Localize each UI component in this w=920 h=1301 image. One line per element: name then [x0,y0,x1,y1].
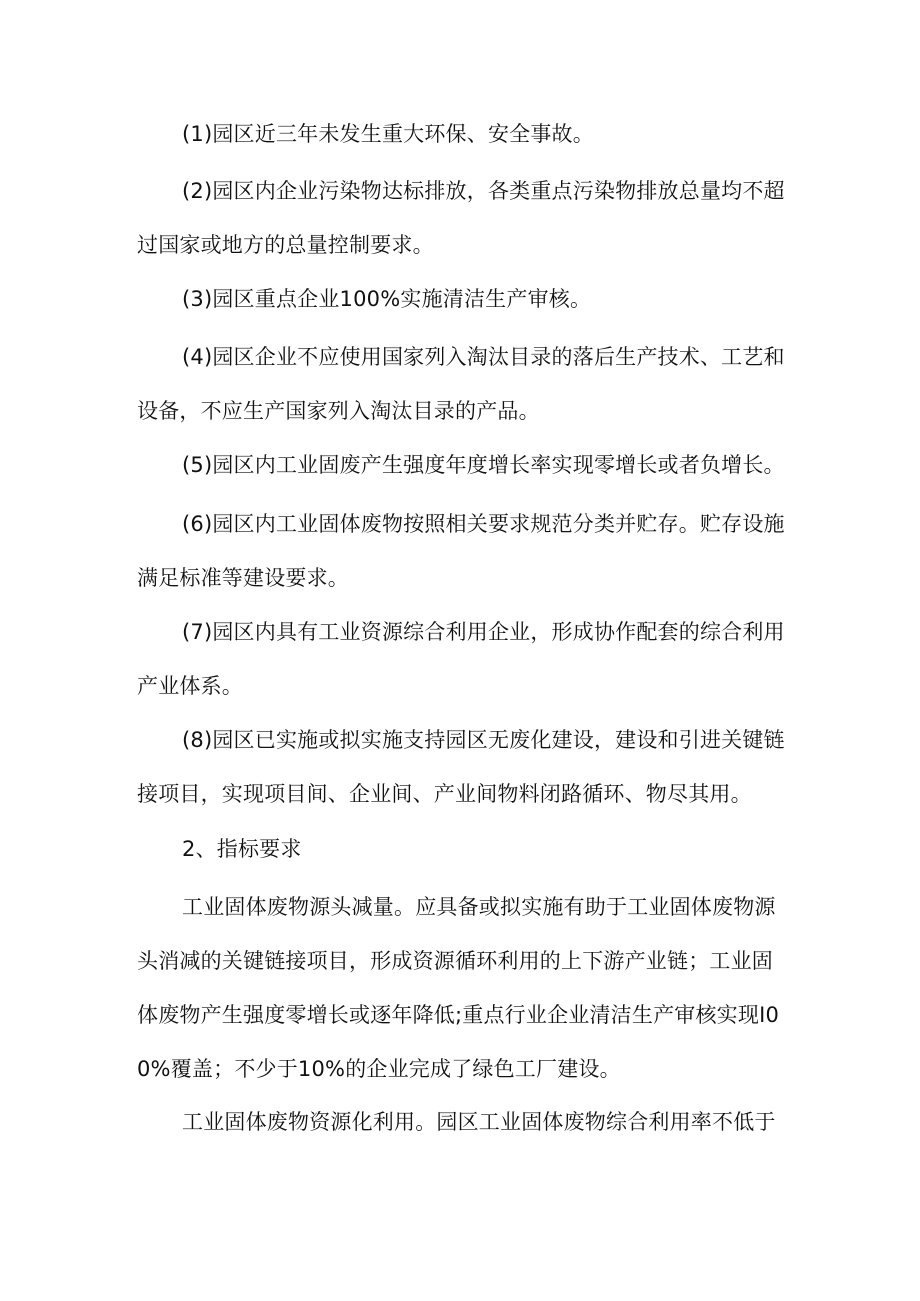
paragraph-item-6: (6)园区内工业固体废物按照相关要求规范分类并贮存。贮存设施满足标准等建设要求。 [137,512,785,590]
section-heading: 2、指标要求 [182,837,302,861]
paragraph-item-8: (8)园区已实施或拟实施支持园区无废化建设，建设和引进关键链接项目，实现项目间、企业间、产业间物料闭路循环、物尽其用。 [137,728,785,806]
paragraph-item-2: (2)园区内企业污染物达标排放，各类重点污染物排放总量均不超过国家或地方的总量控制要求。 [137,179,785,257]
paragraph-item-5: (5)园区内工业固废产生强度年度增长率实现零增长或者负增长。 [182,453,785,477]
paragraph-item-1: (1)园区近三年未发生重大环保、安全事故。 [182,122,594,146]
paragraph-item-4: (4)园区企业不应使用国家列入淘汰目录的落后生产技术、工艺和设备，不应生产国家列入淘汰目录的产品。 [137,345,785,423]
paragraph-source-reduction: 工业固体废物源头减量。应具备或拟实施有助于工业固体废物源头消减的关键链接项目，形成资源循环利用的上下游产业链；工业固体废物产生强度零增长或逐年降低;重点行业企业清洁生产审核实现I00%覆盖；不少于10%的企业完成了绿色工厂建设。 [137,895,780,1081]
paragraph-item-7: (7)园区内具有工业资源综合利用企业，形成协作配套的综合利用产业体系。 [137,620,785,698]
paragraph-resource-utilization: 工业固体废物资源化利用。园区工业固体废物综合利用率不低于 [182,1110,776,1134]
paragraph-item-3: (3)园区重点企业100%实施清洁生产审核。 [182,287,592,311]
